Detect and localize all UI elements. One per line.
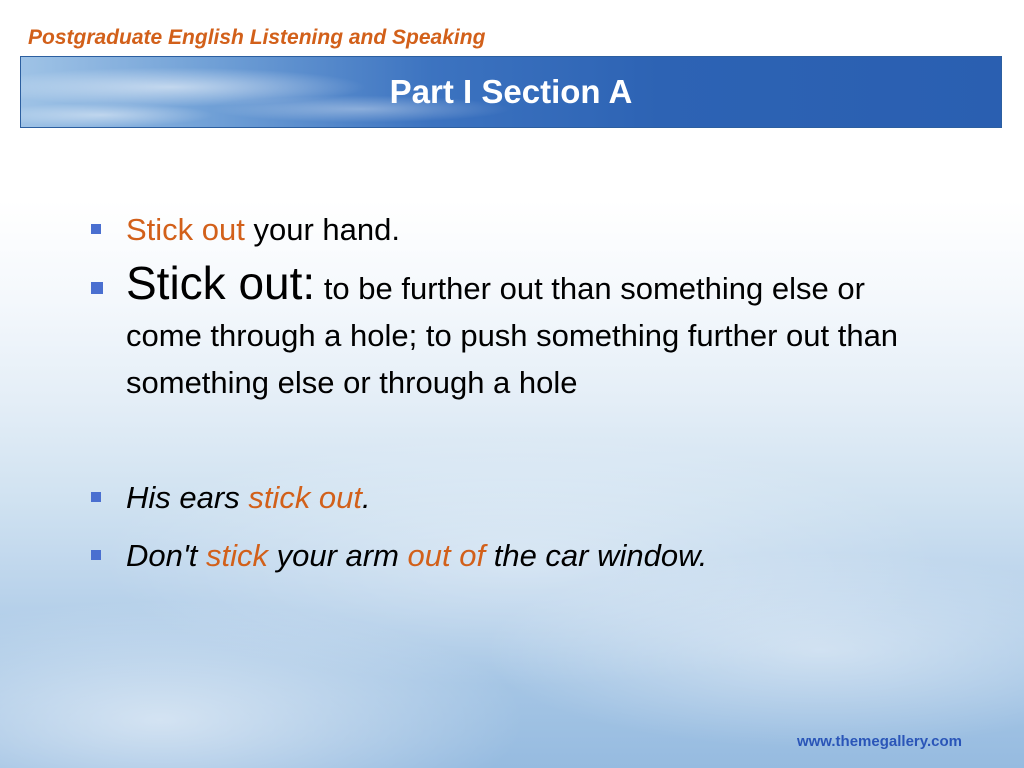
highlighted-phrase: Stick out (126, 212, 245, 247)
bullet-square-icon (91, 224, 101, 234)
bullet-list (88, 208, 948, 578)
highlighted-phrase: stick out (248, 480, 363, 515)
bullet-text: His ears (126, 480, 249, 515)
bullet-square-icon (91, 492, 101, 502)
bullet-text: Don't (126, 538, 207, 573)
bullet-item-example-arm (88, 534, 948, 578)
bullet-text: . (362, 480, 371, 515)
section-title: Part I Section A (389, 73, 633, 110)
title-banner (20, 56, 1002, 128)
bullet-item-example-hand (88, 208, 948, 252)
definition-text: to be further out than something else or come through a hole; to push something further out than something else or through a hole (126, 271, 899, 400)
bullet-text: your arm (268, 538, 408, 573)
bullet-text: the car window. (485, 538, 708, 573)
bullet-text: your hand. (244, 212, 400, 247)
course-title: Postgraduate English Listening and Speaking (28, 26, 486, 49)
bullet-item-example-ears (88, 476, 948, 520)
highlighted-phrase: out of (407, 538, 486, 573)
highlighted-phrase: stick (206, 538, 269, 573)
website-link[interactable]: www.themegallery.com (796, 733, 962, 750)
bullet-square-icon (91, 550, 101, 560)
bullet-square-icon (91, 282, 103, 294)
bullet-item-definition (88, 257, 948, 406)
definition-term: Stick out: (126, 257, 316, 309)
